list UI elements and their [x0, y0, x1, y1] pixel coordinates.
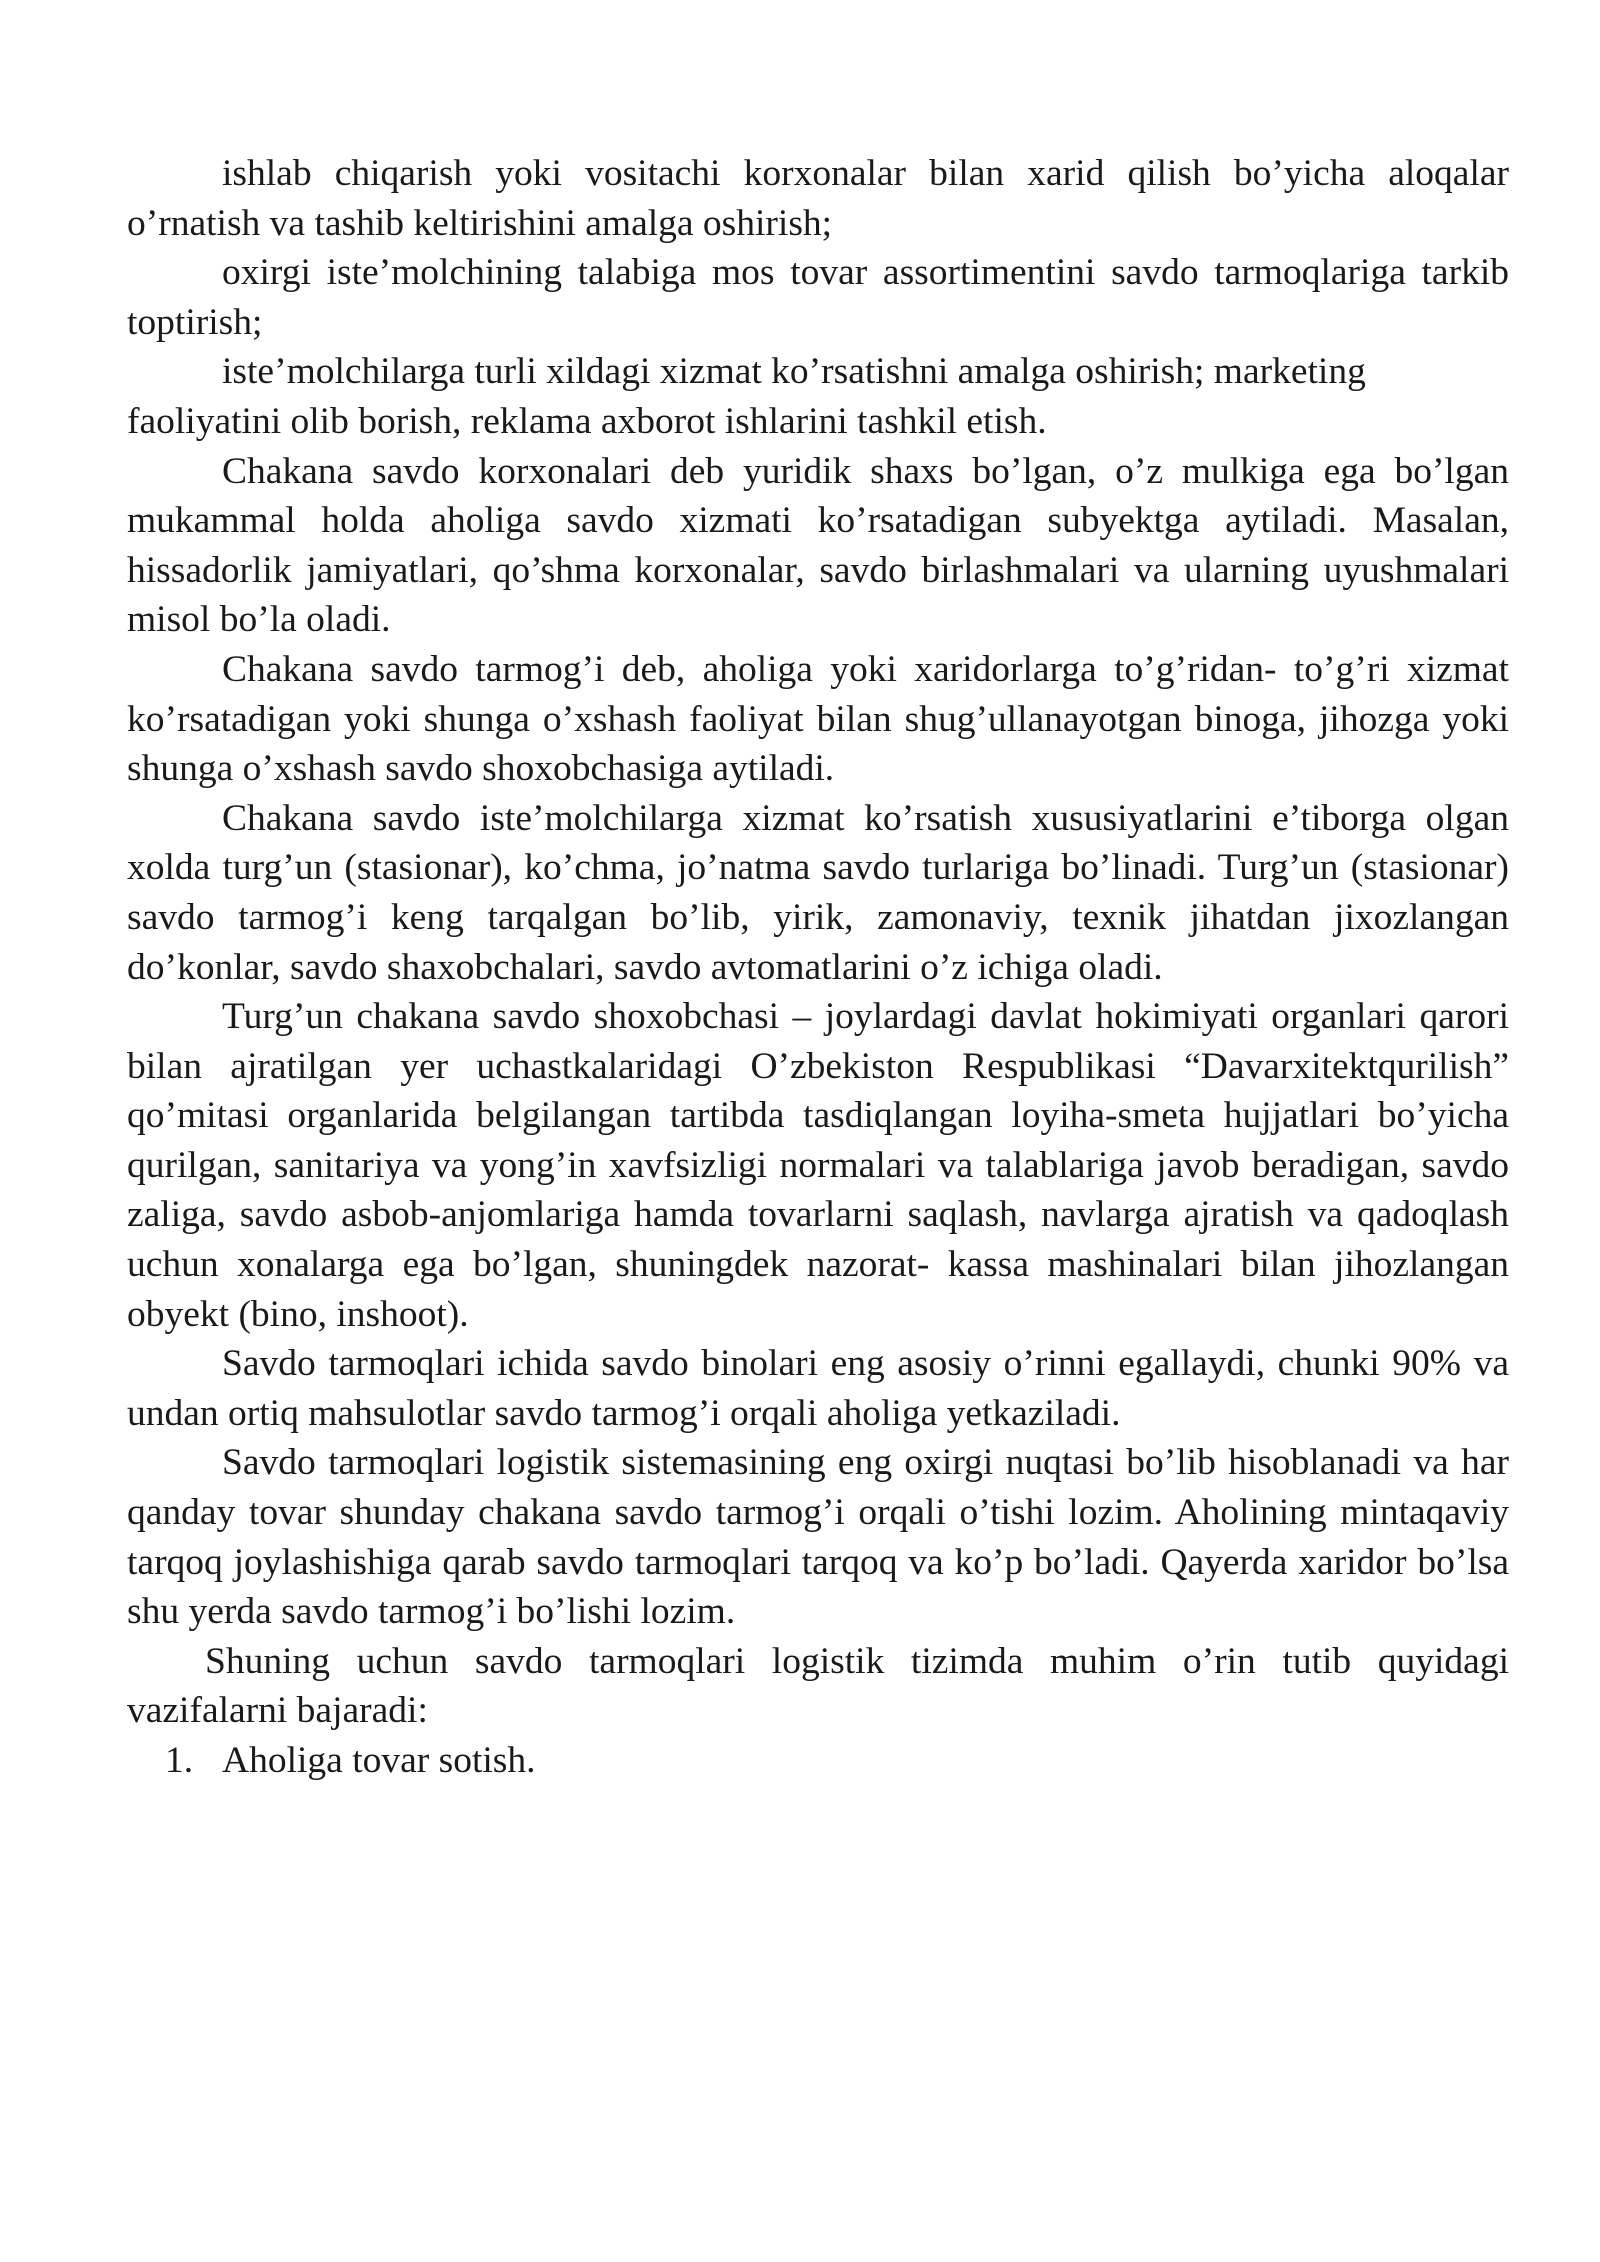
paragraph: Chakana savdo korxonalari deb yuridik shaxs bo’lgan, o’z mulkiga ega bo’lgan mukammal holda aholiga savdo xizmati ko’rsatadigan subyektga aytiladi. Masalan, hissadorlik jamiyatlari, qo’shma korxonalar, savdo birlashmalari va ularning uyushmalari misol bo’la oladi.: [127, 450, 1509, 641]
paragraph: Turg’un chakana savdo shoxobchasi – joylardagi davlat hokimiyati organlari qarori bilan ajratilgan yer uchastkalaridagi O’zbekiston Respublikasi “Davarxitektqurilish” qo’mitasi organlarida belgilangan tartibda tasdiqlangan loyiha-smeta hujjatlari bo’yicha qurilgan, sanitariya va yong’in xavfsizligi normalari va talablariga javob beradigan, savdo zaliga, savdo asbob-anjomlariga hamda tovarlarni saqlash, navlarga ajratish va qadoqlash uchun xonalarga ega bo’lgan, shuningdek nazorat- kassa mashinalari bilan jihozlangan obyekt (bino, inshoot).: [127, 996, 1509, 1335]
paragraph: Chakana savdo iste’molchilarga xizmat ko’rsatish xususiyatlarini e’tiborga olgan xolda turg’un (stasionar), ko’chma, jo’natma savdo turlariga bo’linadi. Turg’un (stasionar) savdo tarmog’i keng tarqalgan bo’lib, yirik, zamonaviy, texnik jihatdan jixozlangan do’konlar, savdo shaxobchalari, savdo avtomatlarini o’z ichiga oladi.: [127, 797, 1509, 988]
list-number: 1.: [165, 1740, 194, 1781]
paragraph: iste’molchilarga turli xildagi xizmat ko’rsatishni amalga oshirish; marketing faoliyatini olib borish, reklama axborot ishlarini tashkil etish.: [127, 351, 1366, 442]
paragraph: Shuning uchun savdo tarmoqlari logistik tizimda muhim o’rin tutib quyidagi vazifalarni bajaradi:: [127, 1640, 1509, 1732]
body-text: [127, 149, 1509, 1786]
list-text: Aholiga tovar sotish.: [222, 1740, 536, 1781]
paragraph: Chakana savdo tarmog’i deb, aholiga yoki xaridorlarga to’g’ridan- to’g’ri xizmat ko’rsatadigan yoki shunga o’xshash faoliyat bilan shug’ullanayotgan binoga, jihozga yoki shunga o’xshash savdo shoxobchasiga aytiladi.: [127, 648, 1509, 790]
paragraph: Savdo tarmoqlari logistik sistemasining eng oxirgi nuqtasi bo’lib hisoblanadi va har qanday tovar shunday chakana savdo tarmog’i orqali o’tishi lozim. Aholining mintaqaviy tarqoq joylashishiga qarab savdo tarmoqlari tarqoq va ko’p bo’ladi. Qayerda xaridor bo’lsa shu yerda savdo tarmog’i bo’lishi lozim.: [127, 1442, 1509, 1633]
paragraph: ishlab chiqarish yoki vositachi korxonalar bilan xarid qilish bo’yicha aloqalar o’rnatish va tashib keltirishini amalga oshirish;: [127, 153, 1509, 244]
paragraph: Savdo tarmoqlari ichida savdo binolari eng asosiy o’rinni egallaydi, chunki 90% va undan ortiq mahsulotlar savdo tarmog’i orqali aholiga yetkaziladi.: [127, 1343, 1509, 1434]
paragraph: oxirgi iste’molchining talabiga mos tovar assortimentini savdo tarmoqlariga tarkib toptirish;: [127, 252, 1509, 343]
list-item: [127, 1736, 1509, 1786]
